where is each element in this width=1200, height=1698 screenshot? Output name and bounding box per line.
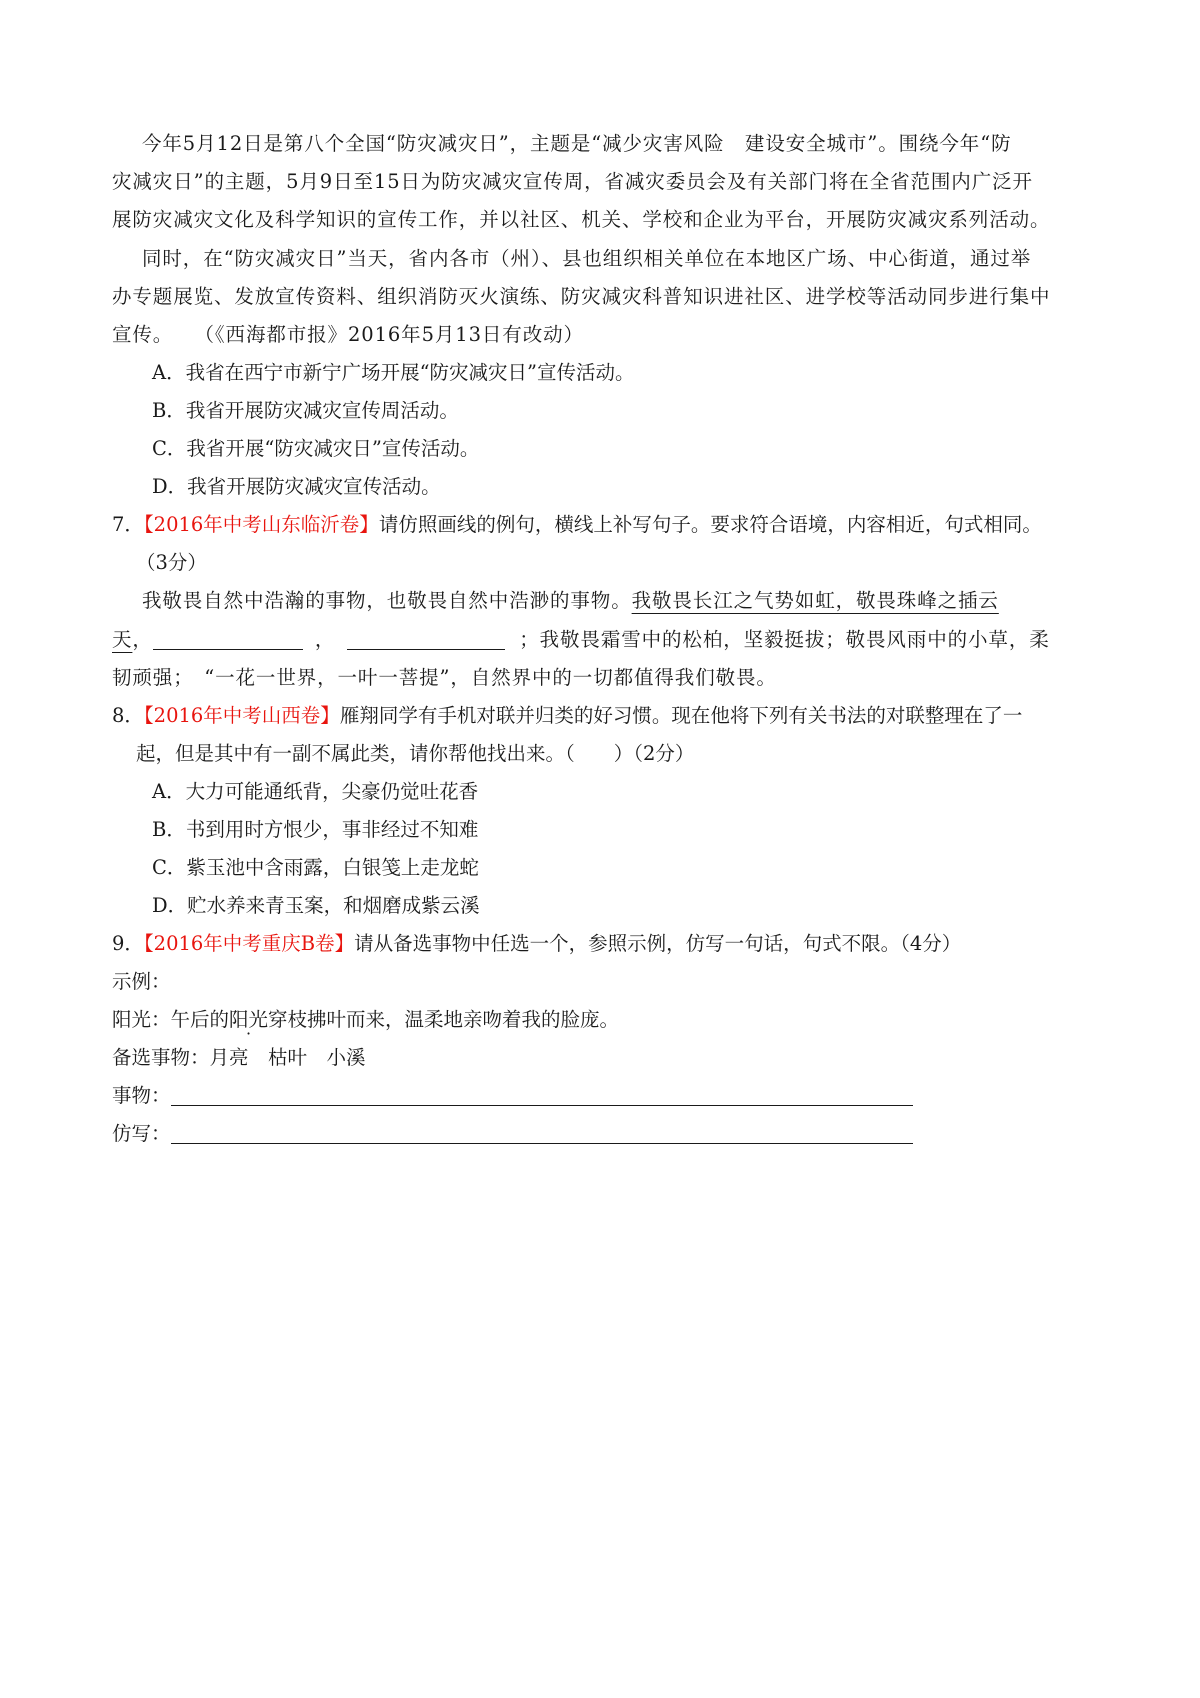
question-source: 【2016年中考山东临沂卷】 xyxy=(143,513,379,536)
q7-text: 我敬畏自然中浩瀚的事物，也敬畏自然中浩渺的事物。 xyxy=(142,589,632,612)
q8-header xyxy=(112,696,1022,736)
q6-option-d: D．我省开展防灾减灾宣传活动。 xyxy=(152,475,441,498)
q8-option-d: D．贮水养来青玉案，和烟磨成紫云溪 xyxy=(152,894,480,917)
q7-paragraph-line-3: 韧顽强； “一花一世界，一叶一菩提”，自然界中的一切都值得我们敬畏。 xyxy=(112,666,777,689)
passage-line-4: 同时，在“防灾减灾日”当天，省内各市（州）、县也组织相关单位在本地区广场、中心街道，通过举 xyxy=(142,247,1032,270)
q6-option-a: A．我省在西宁市新宁广场开展“防灾减灾日”宣传活动。 xyxy=(152,361,635,384)
question-number: 9． xyxy=(112,932,144,955)
q7-comma: ， xyxy=(132,628,153,651)
q9-example-text: 阳光：午后的 xyxy=(112,1008,230,1031)
q9-example-label: 示例： xyxy=(112,970,171,993)
q7-header xyxy=(112,505,1042,545)
q7-answer-blank-2[interactable] xyxy=(347,623,505,650)
q7-points: （3分） xyxy=(136,551,207,574)
question-source: 【2016年中考重庆B卷】 xyxy=(143,932,355,955)
passage-line-3: 展防灾减灾文化及科学知识的宣传工作，并以社区、机关、学校和企业为平台，开展防灾减灾系列活动。 xyxy=(112,208,1051,231)
passage-line-2: 灾减灾日”的主题，5月9日至15日为防灾减灾宣传周，省减灾委员会及有关部门将在全省范围内广泛开 xyxy=(112,170,1033,193)
q9-header xyxy=(112,924,961,964)
passage-line-6: 宣传。 （《西海都市报》2016年5月13日有改动） xyxy=(112,323,584,346)
q8-option-c: C．紫玉池中含雨露，白银笺上走龙蛇 xyxy=(152,856,479,879)
q9-thing-label: 事物： xyxy=(112,1084,171,1107)
q7-paragraph-line-2 xyxy=(112,620,1050,660)
q7-answer-blank-1[interactable] xyxy=(153,623,303,650)
question-number: 7． xyxy=(112,513,144,536)
q8-option-b: B．书到用时方恨少，事非经过不知难 xyxy=(152,818,479,841)
q9-imitate-row xyxy=(112,1114,913,1154)
question-source: 【2016年中考山西卷】 xyxy=(143,704,340,727)
q9-imitate-label: 仿写： xyxy=(112,1122,171,1145)
q7-example-underlined-end: 天 xyxy=(112,628,133,651)
q8-prompt-line-2: 起，但是其中有一副不属此类，请你帮他找出来。（ ）（2分） xyxy=(136,742,695,765)
q9-imitate-input[interactable] xyxy=(171,1117,913,1144)
q9-thing-input[interactable] xyxy=(171,1079,913,1106)
question-prompt: 雁翔同学有手机对联并归类的好习惯。现在他将下列有关书法的对联整理在了一 xyxy=(339,704,1023,727)
passage-line-1: 今年5月12日是第八个全国“防灾减灾日”，主题是“减少灾害风险 建设安全城市”。围绕今年“防 xyxy=(142,132,1012,155)
question-prompt: 请仿照画线的例句，横线上补写句子。要求符合语境，内容相近，句式相同。 xyxy=(378,513,1042,536)
q9-example-text: 穿枝拂叶而来，温柔地亲吻着我的脸庞。 xyxy=(268,1008,620,1031)
q9-thing-row xyxy=(112,1076,913,1116)
q7-example-underlined: 我敬畏长江之气势如虹，敬畏珠峰之插云 xyxy=(631,589,999,612)
q7-comma: ， xyxy=(314,628,336,651)
q9-emphasis-dotted: 阳光 xyxy=(229,1008,269,1031)
q6-option-c: C．我省开展“防灾减灾日”宣传活动。 xyxy=(152,437,480,460)
q7-text: ；我敬畏霜雪中的松柏，坚毅挺拔；敬畏风雨中的小草，柔 xyxy=(519,628,1050,651)
q7-paragraph-line-1 xyxy=(142,581,999,621)
question-prompt: 请从备选事物中任选一个，参照示例，仿写一句话，句式不限。（4分） xyxy=(354,932,962,955)
passage-line-5: 办专题展览、发放宣传资料、组织消防灭火演练、防灾减灾科普知识进社区、进学校等活动同步进行集中 xyxy=(112,285,1051,308)
q8-option-a: A．大力可能通纸背，尖豪仍觉吐花香 xyxy=(152,780,479,803)
q9-choices: 备选事物：月亮 枯叶 小溪 xyxy=(112,1046,366,1069)
question-number: 8． xyxy=(112,704,144,727)
q6-option-b: B．我省开展防灾减灾宣传周活动。 xyxy=(152,399,459,422)
q9-example xyxy=(112,1000,619,1040)
